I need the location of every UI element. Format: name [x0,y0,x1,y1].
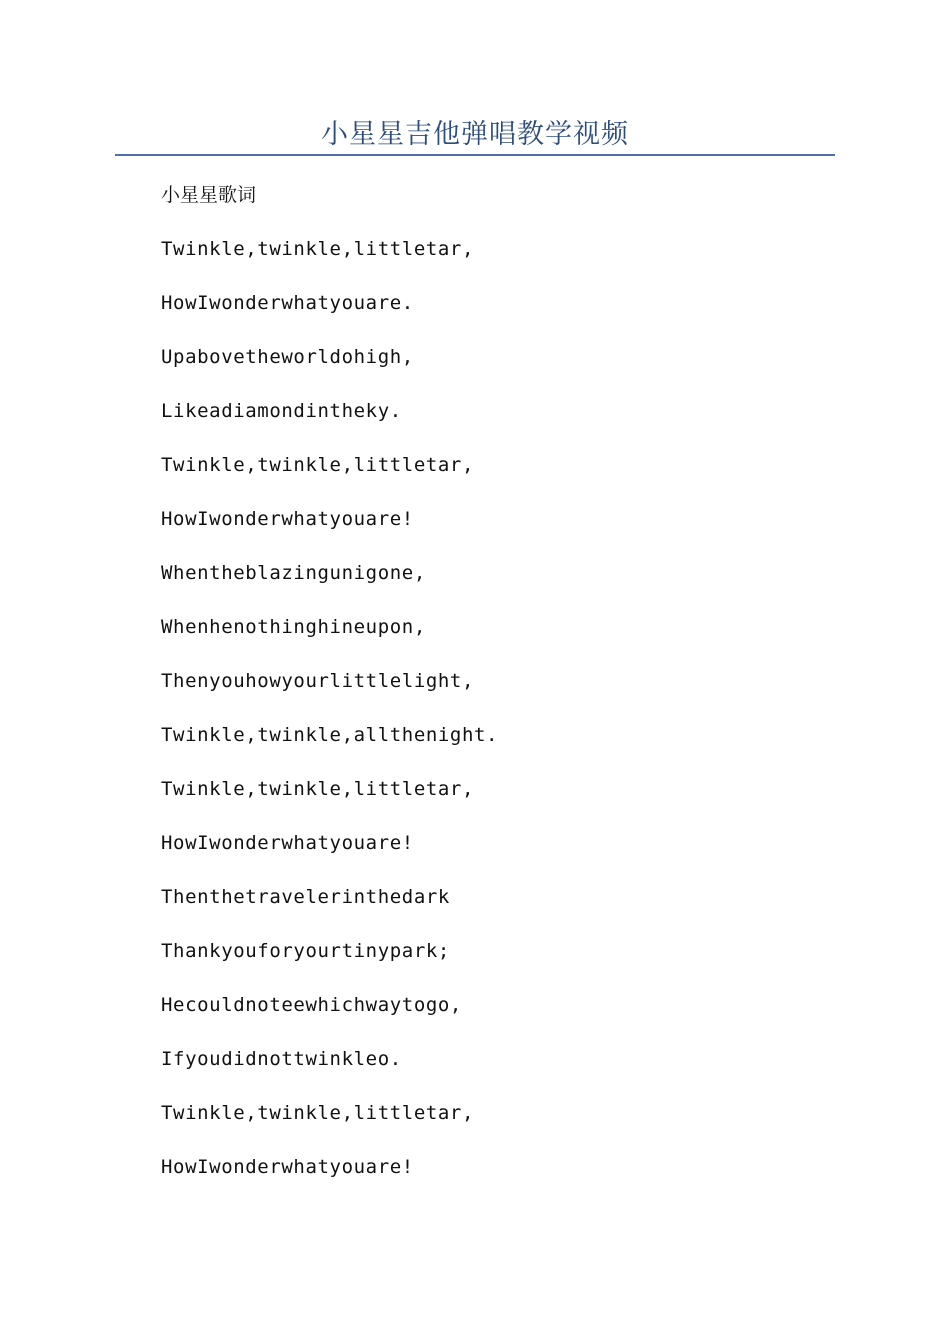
title-underline-divider [115,154,835,156]
lyric-line: Whentheblazingunigone, [161,562,426,584]
lyric-line: Thenyouhowyourlittlelight, [161,670,475,692]
lyric-line: HowIwonderwhatyouare! [161,832,414,854]
lyric-line: Thankyouforyourtinypark; [161,940,450,962]
lyric-line: Twinkle,twinkle,allthenight. [161,724,499,746]
lyric-line: Twinkle,twinkle,littletar, [161,238,475,260]
lyric-line: Whenhenothinghineupon, [161,616,426,638]
lyric-line: HowIwonderwhatyouare! [161,508,414,530]
lyric-line: Twinkle,twinkle,littletar, [161,454,475,476]
lyric-line: Hecouldnoteewhichwaytogo, [161,994,462,1016]
page-title: 小星星吉他弹唱教学视频 [321,119,629,150]
lyrics-list [161,236,498,1208]
lyric-line: Ifyoudidnottwinkleo. [161,1048,402,1070]
lyric-line: Twinkle,twinkle,littletar, [161,1102,475,1124]
lyric-line: HowIwonderwhatyouare! [161,1156,414,1178]
lyric-line: Twinkle,twinkle,littletar, [161,778,475,800]
lyric-line: Upabovetheworldohigh, [161,346,414,368]
lyric-line: Likeadiamondintheky. [161,400,402,422]
lyric-line: Thenthetravelerinthedark [161,886,450,908]
lyric-line: HowIwonderwhatyouare. [161,292,414,314]
lyrics-heading: 小星星歌词 [161,184,257,206]
